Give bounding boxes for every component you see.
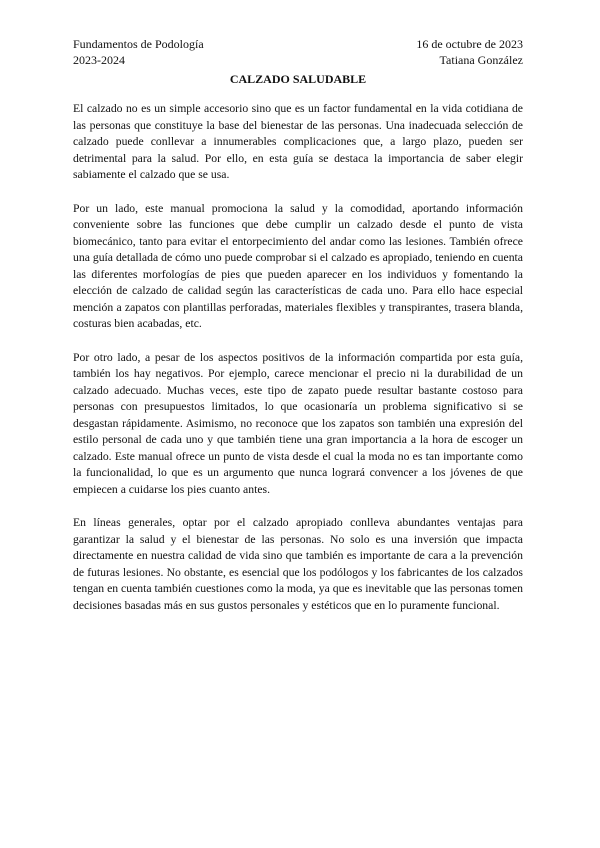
paragraph-conclusion: En líneas generales, optar por el calzado apropiado conlleva abundantes ventajas para garantizar la salud y el bienestar de las personas. No solo es una inversión que impacta directamente en nuestra calidad de vida sino que también es importante de cara a la prevención de futuras lesiones. No obstante, es esencial que los podólogos y los fabricantes de los calzados tengan en cuenta también cuestiones como la moda, ya que es inevitable que las personas tomen decisiones basadas más en sus gustos personales y estéticos que en lo puramente funcional. <box>73 516 523 612</box>
course-name: Fundamentos de Podología <box>73 37 204 51</box>
paragraph-positive-aspects: Por un lado, este manual promociona la salud y la comodidad, aportando información conveniente sobre las funciones que debe cumplir un calzado desde el punto de vista biomecánico, tanto para evitar el entorpecimiento del andar como las lesiones. También ofrece una guía detallada de cómo uno puede comprobar si el calzado es apropiado, teniendo en cuenta las diferentes morfologías de pies que pueden aparecer en los individuos y fomentando la elección de calzado de calidad según las características de cada uno. Para ello hace especial mención a zapatos con plantillas perforadas, materiales flexibles y transpirantes, trasera blanda, costuras bien acabadas, etc. <box>73 201 523 330</box>
paragraph-negative-aspects: Por otro lado, a pesar de los aspectos positivos de la información compartida por esta guía, también los hay negativos. Por ejemplo, carece mencionar el precio ni la durabilidad de un calzado adecuado. Muchas veces, este tipo de zapato puede resultar bastante costoso para personas con presupuestos limitados, lo que ocasionaría un problema significativo si se desgastan rápidamente. Asimismo, no reconoce que los zapatos son también una expresión del estilo personal de cada uno y que también tiene una gran importancia a la hora de escoger un calzado. Este manual ofrece un punto de vista desde el cual la moda no es tan importante como la funcionalidad, lo que es un argumento que nunca logrará convencer a los jóvenes de que empiecen a cuidarse los pies cuanto antes. <box>73 350 523 496</box>
document-date: 16 de octubre de 2023 <box>416 37 523 51</box>
document-body <box>73 101 523 631</box>
document-title: CALZADO SALUDABLE <box>229 72 367 86</box>
header-row-1 <box>73 36 523 52</box>
academic-year: 2023-2024 <box>73 53 125 67</box>
author-name: Tatiana González <box>439 53 523 67</box>
paragraph-introduction: El calzado no es un simple accesorio sino que es un factor fundamental en la vida cotidiana de las personas que constituye la base del bienestar de las personas. Una inadecuada selección de calzado puede conllevar a innumerables complicaciones que, a largo plazo, pueden ser detrimental para la salud. Por ello, en esta guía se destaca la importancia de saber elegir sabiamente el calzado que se usa. <box>73 102 523 181</box>
page-header <box>73 36 523 68</box>
header-row-2 <box>73 52 523 68</box>
